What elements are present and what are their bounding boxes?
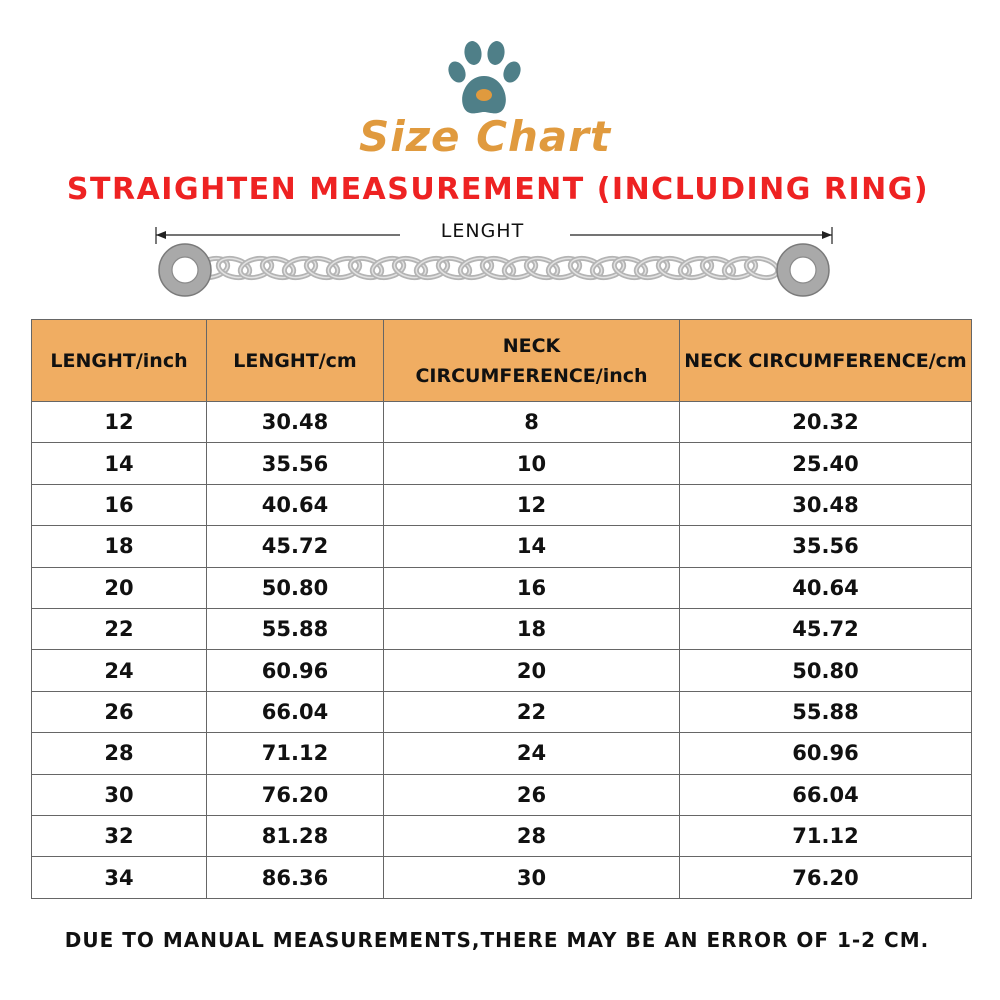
header-neck-inch: NECK CIRCUMFERENCE/inch: [384, 320, 680, 402]
neck-inch-cell: 18: [384, 609, 680, 650]
measurement-subtitle: STRAIGHTEN MEASUREMENT (INCLUDING RING): [66, 172, 930, 207]
table-row: [32, 691, 972, 732]
neck-inch-cell: 14: [384, 526, 680, 567]
neck-inch-cell: 10: [384, 443, 680, 484]
table-row: [32, 774, 972, 815]
length-cm-cell: 35.56: [207, 443, 384, 484]
length-inch-cell: 26: [32, 691, 207, 732]
length-cm-cell: 50.80: [207, 567, 384, 608]
neck-inch-cell: 22: [384, 691, 680, 732]
table-row: [32, 816, 972, 857]
length-label: LENGHT: [410, 220, 555, 242]
table-row: [32, 484, 972, 525]
length-inch-cell: 22: [32, 609, 207, 650]
table-row: [32, 609, 972, 650]
neck-cm-cell: 25.40: [680, 443, 972, 484]
neck-inch-cell: 12: [384, 484, 680, 525]
neck-cm-cell: 20.32: [680, 402, 972, 443]
neck-cm-cell: 76.20: [680, 857, 972, 899]
length-inch-cell: 32: [32, 816, 207, 857]
header-neck-cm: NECK CIRCUMFERENCE/cm: [680, 320, 972, 402]
neck-inch-cell: 28: [384, 816, 680, 857]
length-inch-cell: 34: [32, 857, 207, 899]
footnote: DUE TO MANUAL MEASUREMENTS,THERE MAY BE AN ERROR OF 1-2 CM.: [64, 928, 930, 952]
right-ring: [777, 244, 829, 296]
neck-cm-cell: 45.72: [680, 609, 972, 650]
length-cm-cell: 30.48: [207, 402, 384, 443]
length-inch-cell: 30: [32, 774, 207, 815]
length-inch-cell: 28: [32, 733, 207, 774]
page-title: Size Chart: [358, 112, 612, 161]
table-row: [32, 567, 972, 608]
neck-inch-cell: 8: [384, 402, 680, 443]
neck-cm-cell: 55.88: [680, 691, 972, 732]
neck-inch-cell: 30: [384, 857, 680, 899]
left-ring: [159, 244, 211, 296]
neck-inch-cell: 24: [384, 733, 680, 774]
table-row: [32, 402, 972, 443]
length-cm-cell: 86.36: [207, 857, 384, 899]
header-length-cm: LENGHT/cm: [207, 320, 384, 402]
length-cm-cell: 40.64: [207, 484, 384, 525]
length-cm-cell: 71.12: [207, 733, 384, 774]
length-inch-cell: 24: [32, 650, 207, 691]
length-inch-cell: 18: [32, 526, 207, 567]
table-row: [32, 443, 972, 484]
neck-inch-cell: 16: [384, 567, 680, 608]
neck-inch-cell: 26: [384, 774, 680, 815]
length-cm-cell: 45.72: [207, 526, 384, 567]
neck-cm-cell: 60.96: [680, 733, 972, 774]
neck-inch-cell: 20: [384, 650, 680, 691]
length-inch-cell: 20: [32, 567, 207, 608]
size-chart-table: [31, 319, 972, 899]
table-row: [32, 526, 972, 567]
table-header-row: [32, 320, 972, 402]
header-length-inch: LENGHT/inch: [32, 320, 207, 402]
length-cm-cell: 81.28: [207, 816, 384, 857]
neck-cm-cell: 30.48: [680, 484, 972, 525]
length-cm-cell: 66.04: [207, 691, 384, 732]
length-inch-cell: 12: [32, 402, 207, 443]
neck-cm-cell: 35.56: [680, 526, 972, 567]
neck-cm-cell: 40.64: [680, 567, 972, 608]
length-cm-cell: 55.88: [207, 609, 384, 650]
table-row: [32, 733, 972, 774]
table-row: [32, 857, 972, 899]
length-cm-cell: 60.96: [207, 650, 384, 691]
length-inch-cell: 16: [32, 484, 207, 525]
length-inch-cell: 14: [32, 443, 207, 484]
table-row: [32, 650, 972, 691]
neck-cm-cell: 50.80: [680, 650, 972, 691]
neck-cm-cell: 71.12: [680, 816, 972, 857]
length-cm-cell: 76.20: [207, 774, 384, 815]
neck-cm-cell: 66.04: [680, 774, 972, 815]
paw-icon: [443, 38, 525, 118]
